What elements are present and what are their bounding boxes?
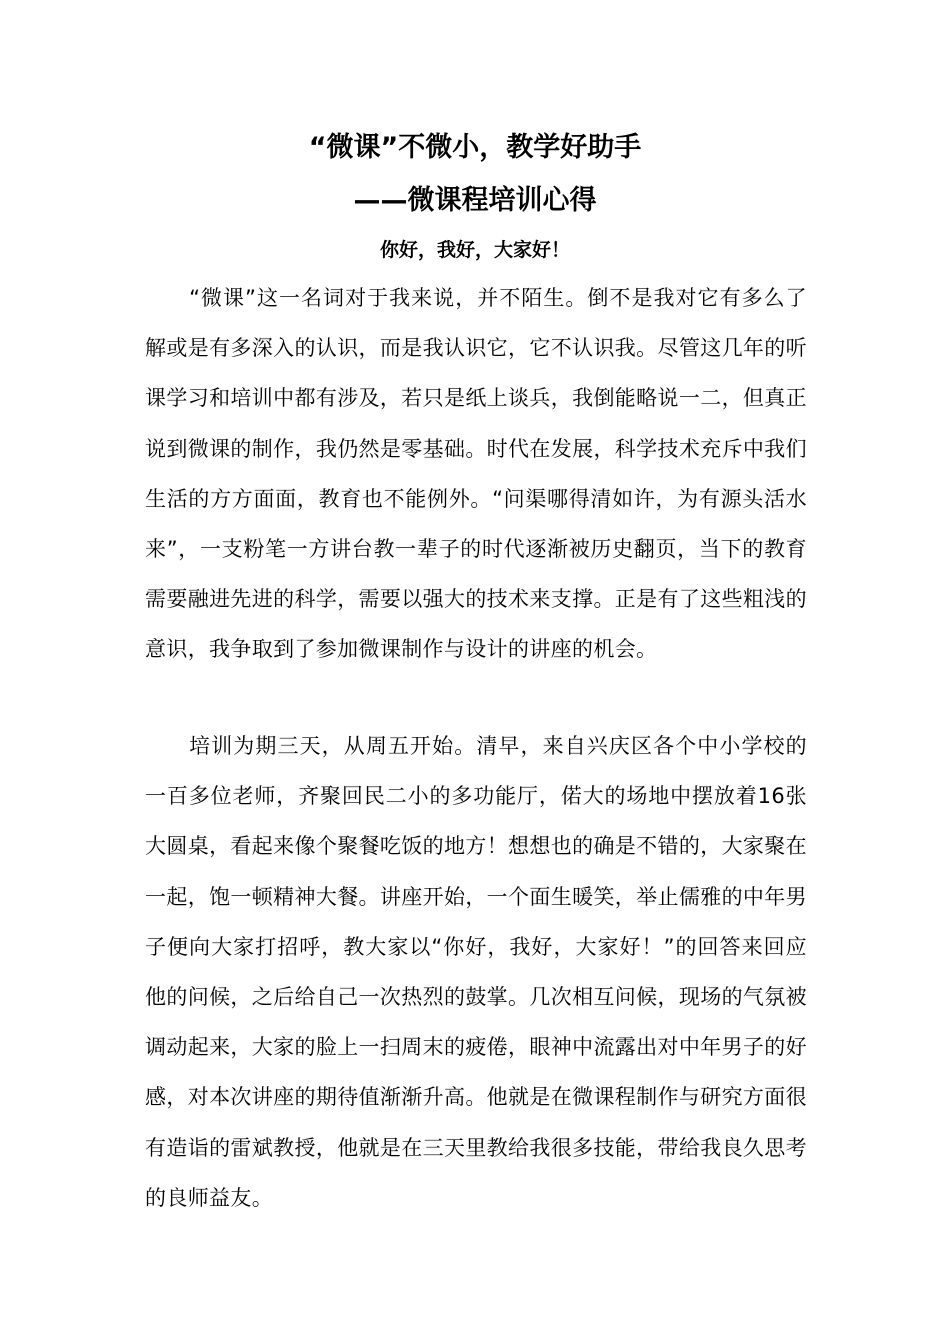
- greeting-heading: 你好，我好，大家好！: [379, 239, 570, 261]
- document-subtitle: ——微课程培训心得: [353, 185, 597, 216]
- paragraph: 培训为期三天，从周五开始。清早，来自兴庆区各个中小学校的一百多位老师，齐聚回民二小的多功能厅，偌大的场地中摆放着16张大圆桌，看起来像个聚餐吃饭的地方！想想也的确是不错的，大家聚在一起，饱一顿精神大餐。讲座开始，一个面生暖笑，举止儒雅的中年男子便向大家打招呼，教大家以“你好，我好，大家好！”的回答来回应他的问候，之后给自己一次热烈的鼓掌。几次相互问候，现场的气氛被调动起来，大家的脸上一扫周末的疲倦，眼神中流露出对中年男子的好感，对本次讲座的期待值渐渐升高。他就是在微课程制作与研究方面很有造诣的雷斌教授，他就是在三天里教给我很多技能，带给我良久思考的良师益友。: [145, 734, 807, 1210]
- paragraph-block-1: [145, 273, 807, 675]
- document-title: “微课”不微小，教学好助手: [308, 132, 642, 163]
- paragraph-block-2: [145, 721, 807, 1223]
- paragraph: “微课”这一名词对于我来说，并不陌生。倒不是我对它有多么了解或是有多深入的认识，而是我认识它，它不认识我。尽管这几年的听课学习和培训中都有涉及，若只是纸上谈兵，我倒能略说一二，但真正说到微课的制作，我仍然是零基础。时代在发展，科学技术充斥中我们生活的方方面面，教育也不能例外。“问渠哪得清如许，为有源头活水来”，一支粉笔一方讲台教一辈子的时代逐渐被历史翻页，当下的教育需要融进先进的科学，需要以强大的技术来支撑。正是有了这些粗浅的意识，我争取到了参加微课制作与设计的讲座的机会。: [145, 286, 807, 662]
